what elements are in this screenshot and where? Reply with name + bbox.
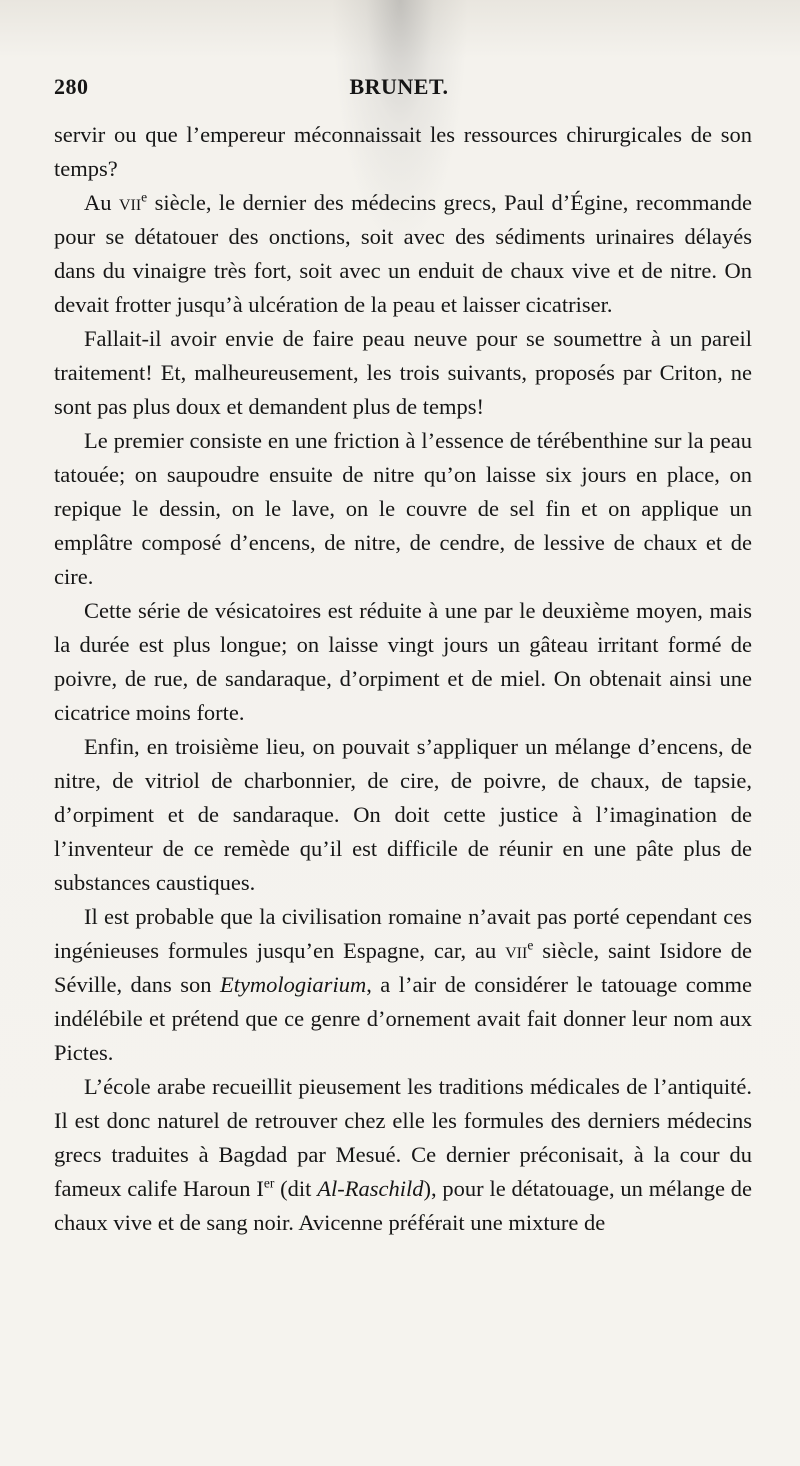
- paragraph-text: Le premier consiste en une friction à l’essence de térébenthine sur la peau tatouée; on saupoudre ensuite de nitre qu’on laisse six jours en place, on repique le dessin, on le lave, on le couvre de sel fin et on applique un emplâtre composé d’encens, de nitre, de cendre, de lessive de chaux et de cire.: [54, 428, 752, 589]
- paragraph-text: Cette série de vésicatoires est réduite à une par le deuxième moyen, mais la durée est plus longue; on laisse vingt jours un gâteau irritant formé de poivre, de rue, de sandaraque, d’orpiment et de miel. On obtenait ainsi une cicatrice moins forte.: [54, 598, 752, 725]
- body-text: [54, 118, 752, 1240]
- paragraph-text: Au: [84, 190, 119, 215]
- page-header: [54, 74, 744, 110]
- paragraph-5: [54, 594, 752, 730]
- paragraph-2: [54, 186, 752, 322]
- paragraph-8: [54, 1070, 752, 1240]
- superscript: er: [263, 1175, 275, 1191]
- superscript: e: [141, 189, 148, 205]
- paragraph-text: L’école arabe recueillit pieusement les traditions médicales de l’antiquité. Il est donc naturel de retrouver chez elle les formules des derniers médecins grecs traduites à Bagdad par Mesué. Ce dernier préconisait, à la cour du fameux calife Haroun I: [54, 1074, 752, 1201]
- paragraph-text: , a l’air de considérer le tatouage comme indélébile et prétend que ce genre d’ornement avait fait donner leur nom aux Pictes.: [54, 972, 752, 1065]
- paragraph-text: siècle, le dernier des médecins grecs, Paul d’Égine, recommande pour se détatouer des onctions, soit avec des sédiments urinaires délayés dans du vinaigre très fort, soit avec un enduit de chaux vive et de nitre. On devait frotter jusqu’à ulcération de la peau et laisser cicatriser.: [54, 190, 753, 317]
- paragraph-4: [54, 424, 752, 594]
- paragraph-text: Il est probable que la civilisation romaine n’avait pas porté cependant ces ingénieuses formules jusqu’en Espagne, car, au: [54, 904, 752, 963]
- century-roman: vii: [118, 190, 142, 215]
- running-head: BRUNET.: [349, 74, 449, 99]
- paragraph-text: servir ou que l’empereur méconnaissait les ressources chirurgicales de son temps?: [54, 122, 752, 181]
- paragraph-text: ), pour le détatouage, un mélange de chaux vive et de sang noir. Avicenne préférait une mixture de: [54, 1176, 752, 1235]
- paragraph-3: [54, 322, 752, 424]
- century-roman: vii: [505, 938, 528, 963]
- book-title-italic: Etymologiarium: [219, 972, 367, 997]
- paragraph-text: Fallait-il avoir envie de faire peau neuve pour se soumettre à un pareil traitement! Et, malheureusement, les trois suivants, proposés par Criton, ne sont pas plus doux et demandent plus de temps!: [54, 326, 752, 419]
- paragraph-7: [54, 900, 752, 1070]
- page-number: 280: [54, 74, 89, 99]
- paragraph-text: Enfin, en troisième lieu, on pouvait s’appliquer un mélange d’encens, de nitre, de vitriol de charbonnier, de cire, de poivre, de chaux, de tapsie, d’orpiment et de sandaraque. On doit cette justice à l’imagination de l’inventeur de ce remède qu’il est difficile de réunir en une pâte plus de substances caustiques.: [54, 734, 752, 895]
- paragraph-text: (dit: [274, 1176, 318, 1201]
- name-italic: Al-Raschild: [317, 1176, 424, 1201]
- paragraph-6: [54, 730, 752, 900]
- superscript: e: [527, 937, 534, 953]
- paragraph-1: [54, 118, 752, 186]
- paragraph-text: siècle, saint Isidore de Séville, dans son: [54, 938, 752, 997]
